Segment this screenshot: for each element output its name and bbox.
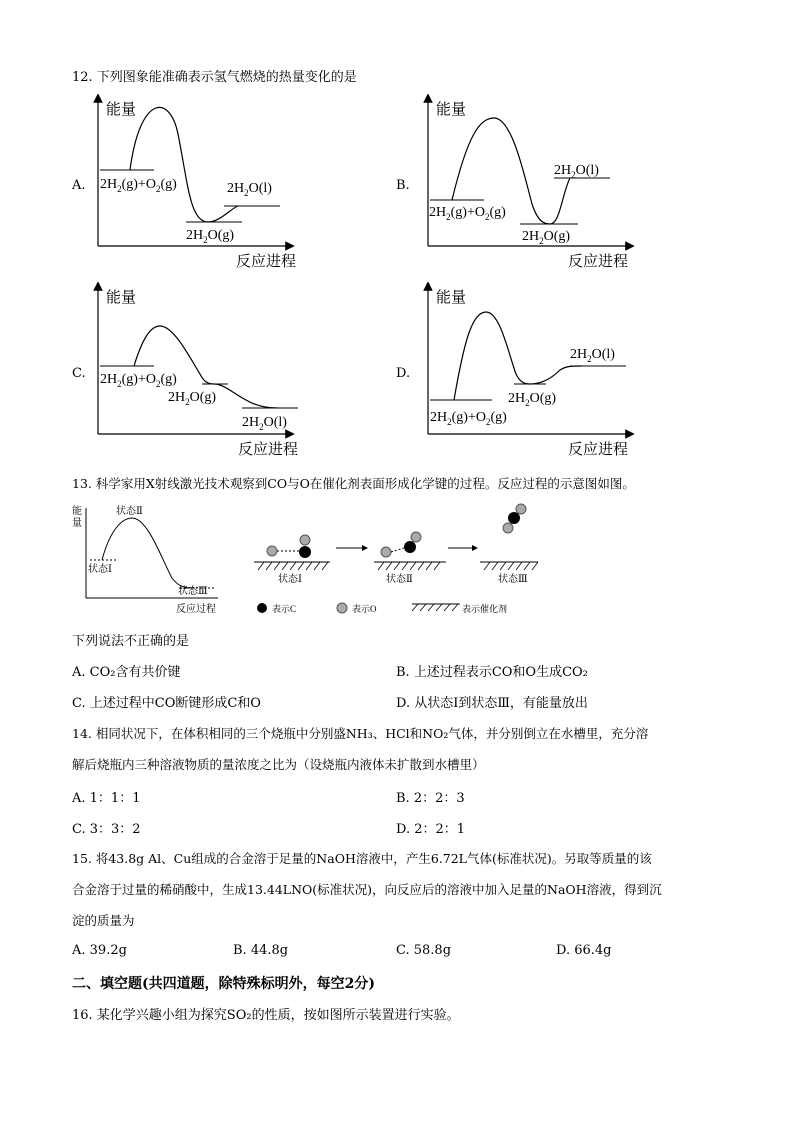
svg-text:能量: 能量 [106,290,137,306]
q13-state3-label: 状态Ⅲ [178,586,208,597]
q14-line2: 解后烧瓶内三种溶液物质的量浓度之比为（设烧瓶内液体未扩散到水槽里） [72,757,485,772]
water-gas-label: $2H_2O(g)$ [186,228,235,245]
q12-graph-b [420,94,650,274]
q12-option-b-label: B. [396,178,410,193]
q14-line1: 14. 相同状况下，在体积相同的三个烧瓶中分别盛NH₃、HCl和NO₂气体，并分别倒立在水槽里，充分溶 [72,726,649,741]
o-atom [267,546,277,556]
svg-text:能量: 能量 [436,290,467,306]
q13-progress-label: 反应过程 [176,604,216,615]
legend-o-icon [337,603,347,613]
q15-option-b: B. 44.8g [233,943,289,958]
q14-option-a: A. 1：1：1 [72,791,141,806]
q13-prompt: 下列说法不正确的是 [72,634,190,649]
reactants-label: $2H_2(g)+O_2(g)$ [100,177,177,194]
q13-option-d: D. 从状态Ⅰ到状态Ⅲ，有能量放出 [396,696,588,711]
svg-text:2H2O(l): $2H_2O(l)$ [554,163,599,180]
c-atom [299,546,311,558]
q16-stem: 16. 某化学兴趣小组为探究SO₂的性质，按如图所示装置进行实验。 [72,1008,460,1023]
energy-label: 能量 [436,102,467,118]
water-liquid-label: $2H_2O(l)$ [227,181,272,198]
q15-option-a: A. 39.2g [72,943,127,958]
q13-state1-label: 状态Ⅰ [88,564,112,575]
progress-label: 反应进程 [568,254,629,270]
legend-cat-text: 表示催化剂 [462,604,508,614]
svg-text:反应进程: 反应进程 [238,442,299,458]
svg-text:2H2O(g): $2H_2O(g)$ [508,391,557,408]
q13-state2-label: 状态Ⅱ [116,506,143,517]
svg-text:2H2(g)+O2(g): $2H_2(g)+O_2(g)$ [430,410,507,427]
energy-label: 能量 [106,102,137,118]
legend-c-icon [257,603,267,613]
svg-text:状态Ⅱ: 状态Ⅱ [386,574,413,585]
q13-option-b: B. 上述过程表示CO和O生成CO₂ [396,665,588,680]
q12-option-c-label: C. [72,366,86,381]
svg-text:状态Ⅰ: 状态Ⅰ [278,574,302,585]
q15-option-d: D. 66.4g [556,943,612,958]
svg-text:反应进程: 反应进程 [568,442,629,458]
legend-c-text: 表示C [272,604,297,614]
svg-text:2H2O(l): $2H_2O(l)$ [242,415,287,432]
svg-text:2H2O(g): $2H_2O(g)$ [168,390,217,407]
section-heading: 二、填空题(共四道题，除特殊标明外，每空2分) [72,976,375,992]
q12-stem: 12. 下列图象能准确表示氢气燃烧的热量变化的是 [72,70,357,85]
svg-text:2H2O(l): $2H_2O(l)$ [570,347,615,364]
q15-line1: 15. 将43.8g Al、Cu组成的合金溶于足量的NaOH溶液中，产生6.72L气体(标准状况)。另取等质量的该 [72,851,652,866]
q14-option-c: C. 3：3：2 [72,822,141,837]
q12-graph-c [90,282,310,462]
q15-option-c: C. 58.8g [396,943,452,958]
svg-text:2H2(g)+O2(g): $2H_2(g)+O_2(g)$ [100,372,177,389]
q13-energy-label-2: 量 [72,518,82,529]
q13-figure [68,500,538,620]
q13-energy-label-1: 能 [72,506,82,517]
q12-option-d-label: D. [396,366,411,381]
q12-graph-a [90,94,310,274]
q12-option-a-label: A. [72,178,86,193]
q14-option-d: D. 2：2：1 [396,822,466,837]
legend-o-text: 表示O [352,604,377,614]
q13-stem: 13. 科学家用X射线激光技术观察到CO与O在催化剂表面形成化学键的过程。反应过程的示意图如图。 [72,476,635,491]
q13-option-c: C. 上述过程中CO断键形成C和O [72,696,261,711]
o-atom [300,535,310,545]
q14-option-b: B. 2：2：3 [396,791,465,806]
svg-text:2H2O(g): $2H_2O(g)$ [522,229,571,246]
progress-label: 反应进程 [236,254,297,270]
svg-text:2H2(g)+O2(g): $2H_2(g)+O_2(g)$ [429,205,506,222]
q12-graph-d [420,282,650,462]
q15-line2: 合金溶于过量的稀硝酸中，生成13.44LNO(标准状况)，向反应后的溶液中加入足量的NaOH溶液，得到沉 [72,882,662,897]
q13-option-a: A. CO₂含有共价键 [72,665,181,680]
q15-line3: 淀的质量为 [72,913,135,928]
energy-curve [130,107,238,222]
svg-text:状态Ⅲ: 状态Ⅲ [498,574,528,585]
